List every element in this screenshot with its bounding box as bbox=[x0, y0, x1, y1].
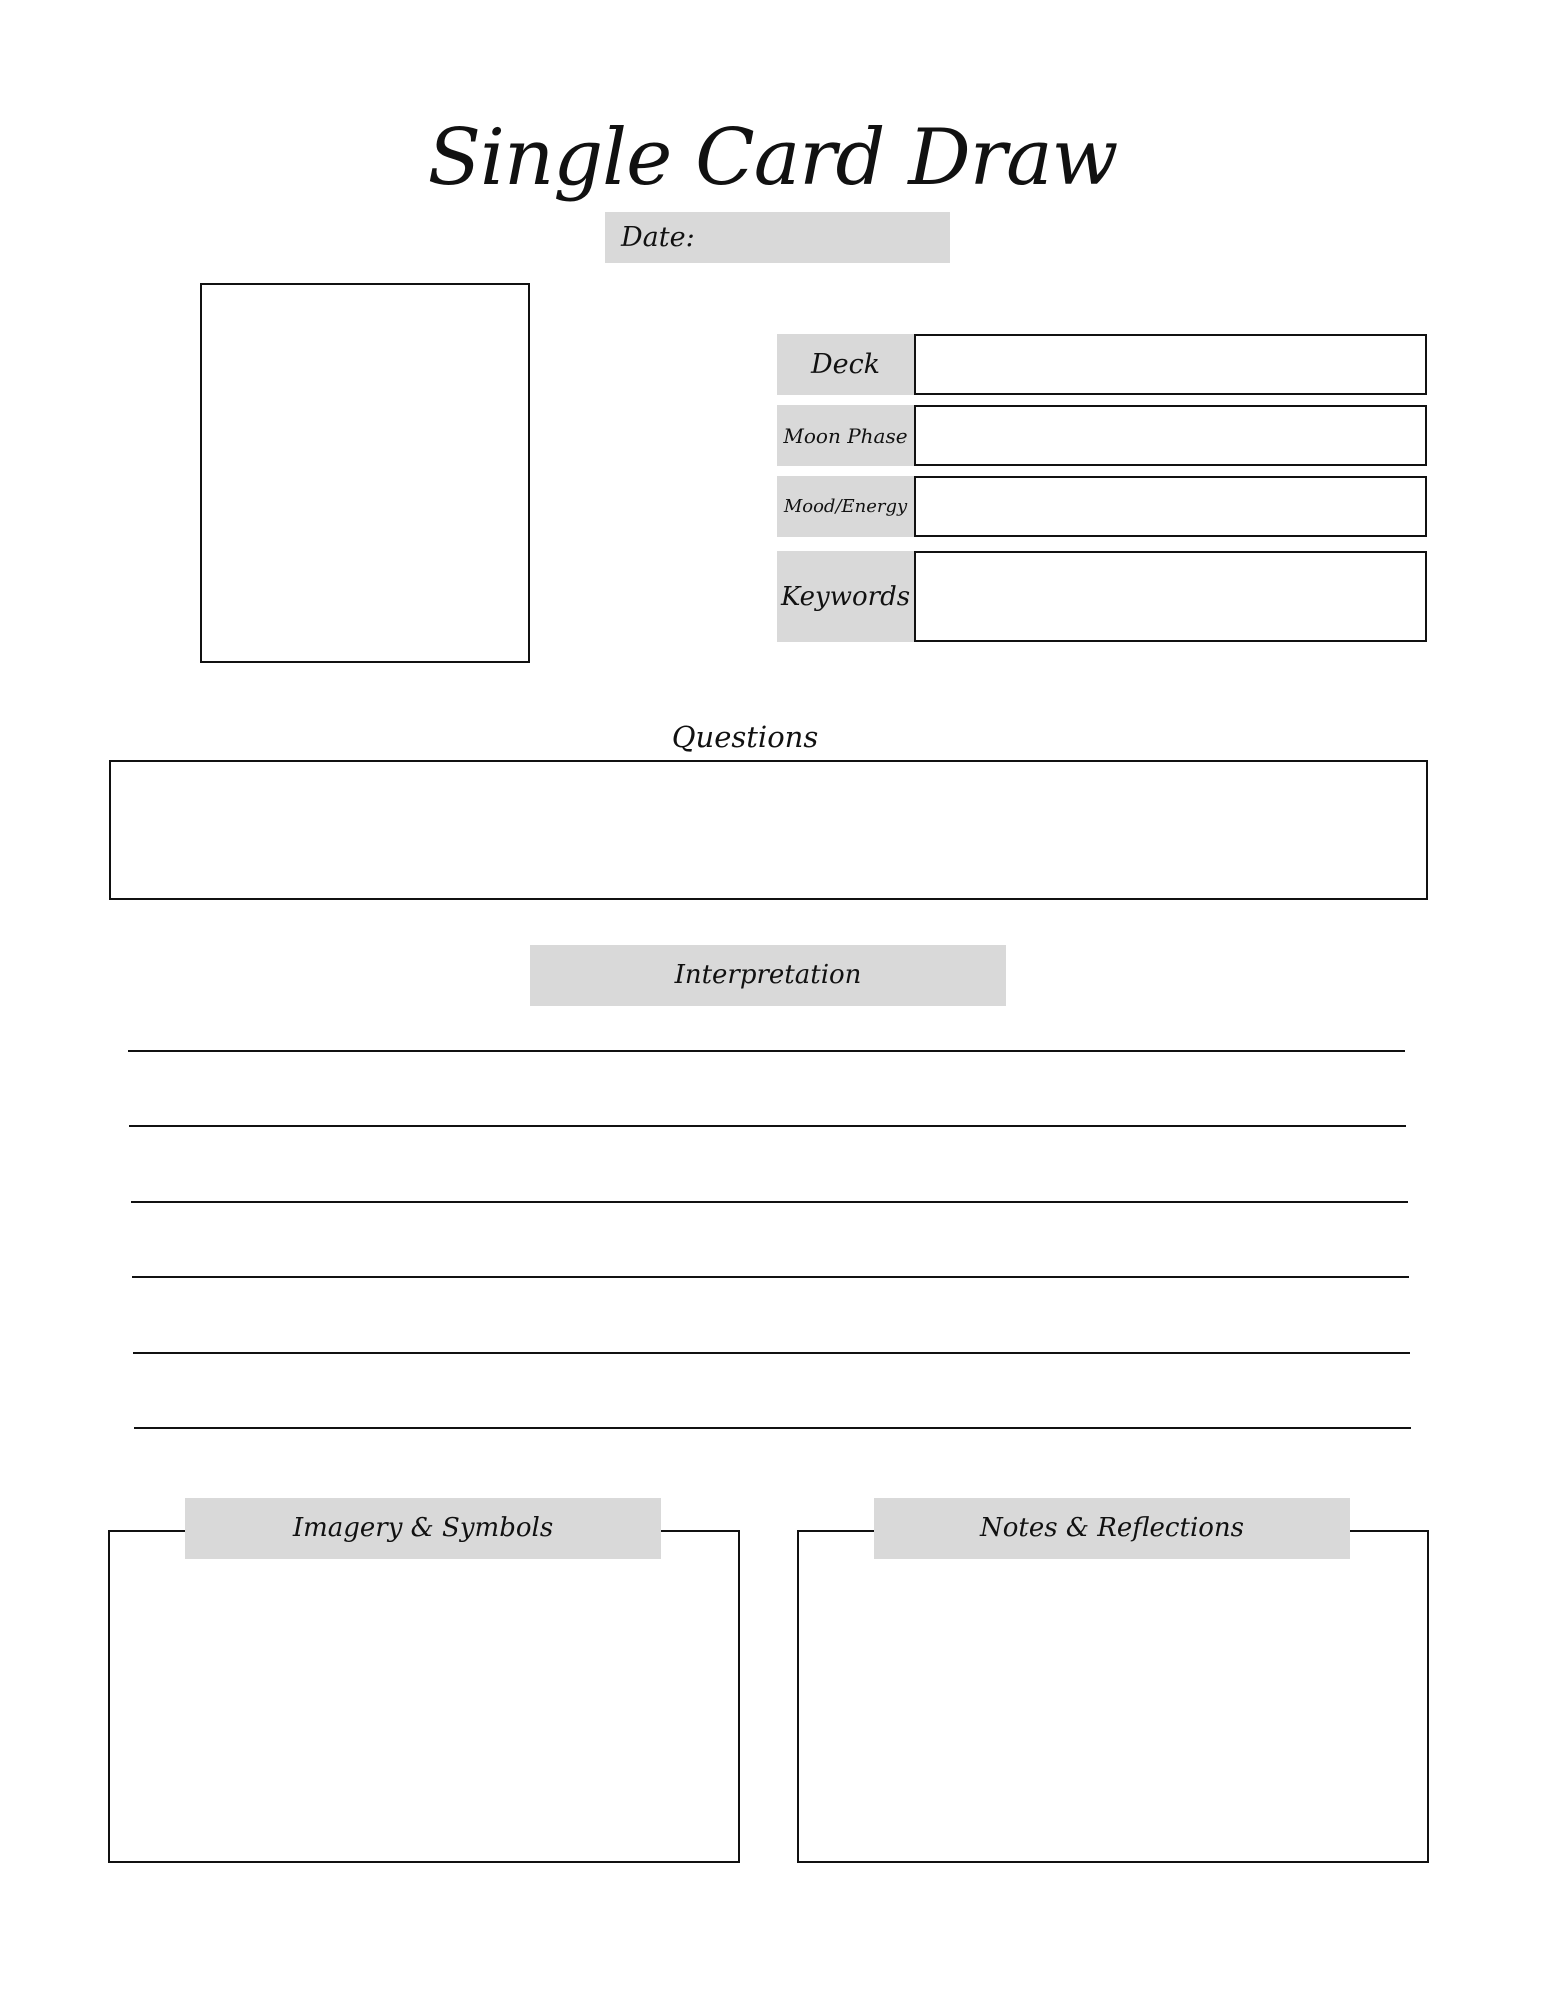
moon-phase-label: Moon Phase bbox=[777, 405, 914, 466]
deck-label: Deck bbox=[777, 334, 914, 395]
keywords-input[interactable] bbox=[914, 551, 1427, 642]
interpretation-heading: Interpretation bbox=[530, 945, 1006, 1006]
deck-input[interactable] bbox=[914, 334, 1427, 395]
date-field[interactable] bbox=[605, 212, 950, 263]
interpretation-line[interactable] bbox=[133, 1352, 1410, 1354]
mood-energy-label: Mood/Energy bbox=[777, 476, 914, 537]
card-image-box[interactable] bbox=[200, 283, 530, 663]
questions-input[interactable] bbox=[109, 760, 1428, 900]
mood-energy-input[interactable] bbox=[914, 476, 1427, 537]
page-title: Single Card Draw bbox=[427, 113, 1118, 203]
notes-reflections-heading: Notes & Reflections bbox=[874, 1498, 1350, 1559]
notes-reflections-box[interactable] bbox=[797, 1530, 1429, 1863]
interpretation-line[interactable] bbox=[134, 1427, 1411, 1429]
date-label: Date: bbox=[621, 222, 695, 253]
interpretation-line[interactable] bbox=[129, 1125, 1406, 1127]
imagery-symbols-box[interactable] bbox=[108, 1530, 740, 1863]
moon-phase-input[interactable] bbox=[914, 405, 1427, 466]
interpretation-line[interactable] bbox=[132, 1276, 1409, 1278]
imagery-symbols-heading: Imagery & Symbols bbox=[185, 1498, 661, 1559]
interpretation-line[interactable] bbox=[131, 1201, 1408, 1203]
questions-heading: Questions bbox=[671, 720, 819, 754]
keywords-label: Keywords bbox=[777, 551, 914, 642]
interpretation-line[interactable] bbox=[128, 1050, 1405, 1052]
